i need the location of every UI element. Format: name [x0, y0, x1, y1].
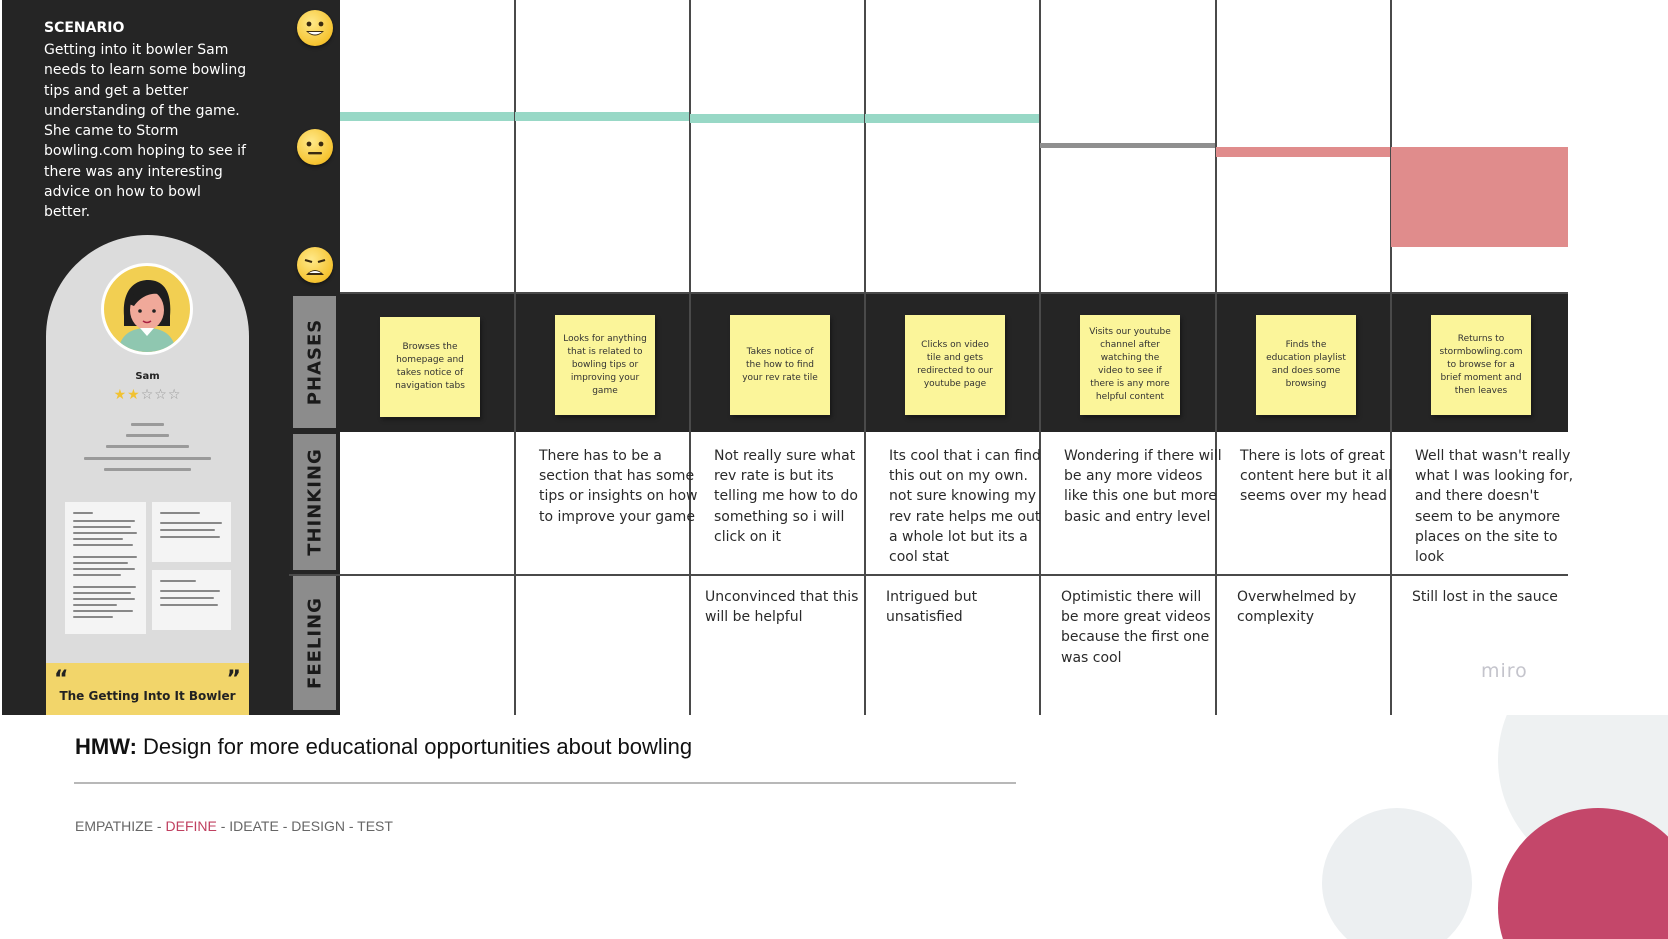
feeling-text: Intrigued but unsatisfied: [886, 589, 978, 626]
scenario-line: advice on how to bowl better.: [44, 184, 201, 221]
phase-sticky-note: Visits our youtube channel after watching the video to see if there is any more helpful content: [1080, 315, 1180, 415]
feeling-label: FEELING: [293, 576, 336, 710]
scenario-line: there was any interesting: [44, 163, 223, 180]
quote-close-mark: ”: [226, 667, 241, 692]
persona-detail-line: [126, 434, 169, 437]
process-step-design: DESIGN: [291, 818, 345, 834]
process-step-test: TEST: [357, 818, 393, 834]
star-empty-icon: ☆: [154, 387, 168, 403]
happy-emoji-icon: [297, 10, 333, 46]
decorative-circle: [1322, 808, 1472, 939]
process-separator: -: [344, 818, 358, 834]
emotion-bar: [515, 112, 689, 121]
process-breadcrumb: [75, 818, 393, 834]
hmw-text: Design for more educational opportunities about bowling: [136, 734, 693, 759]
phase-sticky-note: Looks for anything that is related to bowling tips or improving your game: [555, 315, 655, 415]
persona-frustrations-card: [152, 570, 231, 630]
process-separator: -: [278, 818, 292, 834]
column-divider: [514, 0, 516, 715]
process-step-ideate: IDEATE: [229, 818, 279, 834]
hmw-statement: [75, 734, 692, 760]
feeling-text: Unconvinced that this will be helpful: [705, 589, 859, 626]
process-step-empathize: EMPATHIZE: [75, 818, 154, 834]
thinking-text: Well that wasn't really what I was looking for, and there doesn't seem to be anymore places on the site to look: [1415, 448, 1574, 566]
row-divider: [340, 292, 1568, 294]
phase-sticky-note: Returns to stormbowling.com to browse for a brief moment and then leaves: [1431, 315, 1531, 415]
phase-sticky-note: Finds the education playlist and does some browsing: [1256, 315, 1356, 415]
column-divider: [689, 0, 691, 715]
emotion-bar: [690, 114, 864, 123]
thinking-text: Not really sure what rev rate is but its telling me how to do something so i will click on it: [714, 448, 858, 545]
emotion-bar: [340, 112, 514, 121]
scenario-line: Getting into it bowler Sam: [44, 42, 229, 58]
scenario-line: needs to learn some bowling: [44, 62, 247, 79]
neutral-emoji-icon: [297, 129, 333, 165]
quote-open-mark: “: [54, 667, 69, 692]
phase-sticky-note: Takes notice of the how to find your rev rate tile: [730, 315, 830, 415]
divider: [74, 782, 1016, 784]
scenario-description: [44, 40, 249, 223]
row-divider: [289, 574, 1568, 576]
persona-quote-text: The Getting Into It Bowler: [59, 689, 236, 703]
scenario-line: understanding of the game.: [44, 102, 240, 119]
persona-detail-line: [106, 445, 189, 448]
emotion-bar: [1216, 147, 1390, 157]
thinking-label: THINKING: [293, 434, 336, 570]
star-empty-icon: ☆: [140, 387, 155, 403]
phase-sticky-note: Clicks on video tile and gets redirected to our youtube page: [905, 315, 1005, 415]
persona-card: [46, 235, 249, 715]
scenario-line: bowling.com hoping to see if: [44, 143, 246, 160]
frustrated-emoji-icon: [297, 247, 333, 283]
persona-detail-line: [131, 423, 164, 426]
process-separator: -: [216, 818, 230, 834]
emotion-bar: [1391, 147, 1568, 247]
phase-sticky-note: Browses the homepage and takes notice of navigation tabs: [380, 317, 480, 417]
scenario-line: tips and get a better: [44, 82, 189, 99]
avatar: [101, 263, 193, 355]
persona-detail-line: [104, 468, 191, 471]
phases-label: PHASES: [293, 296, 336, 428]
thinking-text: Wondering if there will be any more videos like this one but more basic and entry level: [1064, 448, 1222, 525]
thinking-text: There has to be a section that has some tips or insights on how to improve your game: [539, 448, 698, 525]
feeling-text: Still lost in the sauce: [1412, 589, 1558, 605]
process-separator: -: [153, 818, 166, 834]
feeling-text: Optimistic there will be more great videos because the first one was cool: [1061, 589, 1211, 666]
row-label-column: [289, 294, 340, 715]
persona-name: Sam: [135, 371, 160, 382]
persona-bio-card: [65, 502, 146, 634]
persona-quote: [46, 663, 249, 715]
star-filled-icon: ★: [127, 387, 141, 403]
woman-avatar-icon: [104, 266, 190, 352]
emotion-bar: [1040, 143, 1215, 148]
emotion-bar: [865, 114, 1039, 123]
persona-panel: [2, 0, 289, 715]
star-empty-icon: ☆: [167, 387, 182, 403]
persona-rating: [46, 387, 249, 403]
persona-needs-card: [152, 502, 231, 562]
process-step-define: DEFINE: [165, 818, 217, 834]
star-filled-icon: ★: [113, 387, 128, 403]
thinking-text: Its cool that i can find this out on my own. not sure knowing my rev rate helps me out a whole lot but its a cool stat: [889, 448, 1041, 566]
scenario-title: SCENARIO: [44, 20, 125, 36]
scenario-line: She came to Storm: [44, 123, 179, 140]
miro-watermark: miro: [1481, 660, 1528, 682]
feeling-text: Overwhelmed by complexity: [1237, 589, 1357, 626]
thinking-text: There is lots of great content here but it all seems over my head: [1240, 448, 1392, 505]
hmw-label: HMW:: [75, 734, 137, 759]
persona-detail-line: [84, 457, 211, 460]
